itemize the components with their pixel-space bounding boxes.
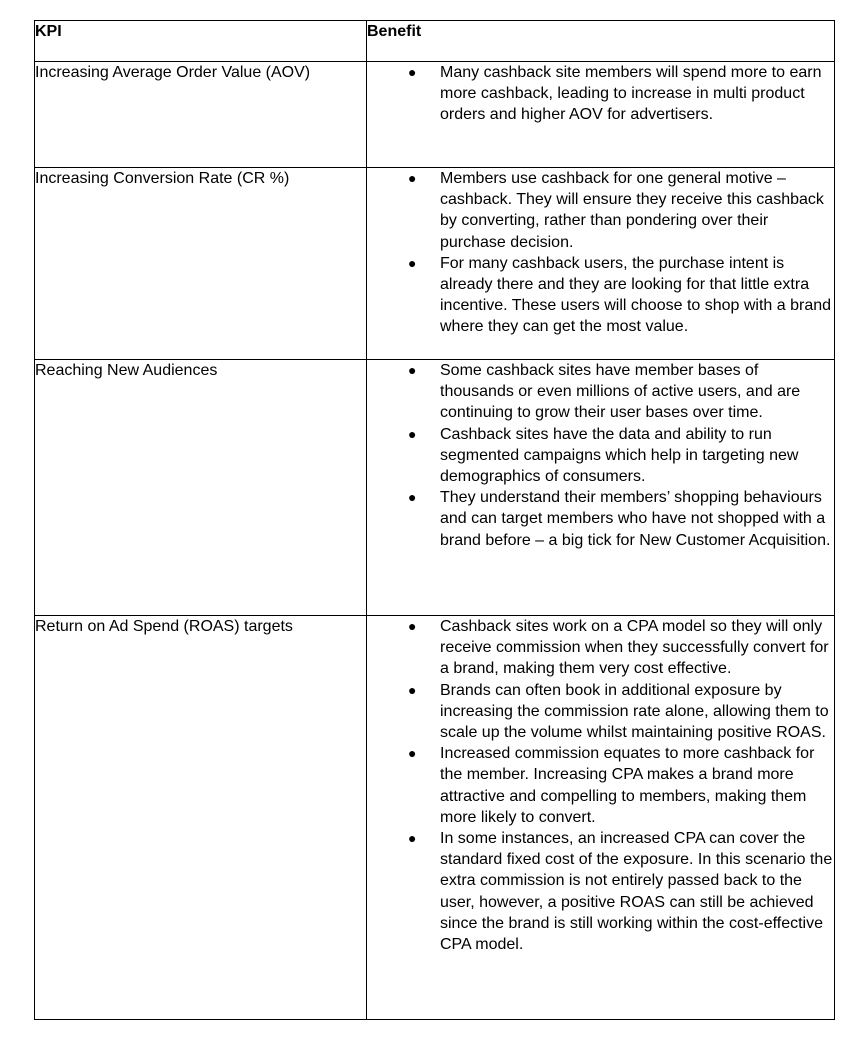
table-header-row (35, 21, 835, 62)
list-item (367, 828, 834, 955)
kpi-cell: Reaching New Audiences (35, 360, 367, 616)
list-item (367, 168, 834, 253)
benefit-text: Many cashback site members will spend more to earn more cashback, leading to increase in multi product orders and higher AOV for advertisers. (440, 64, 822, 124)
benefit-cell (367, 616, 835, 1020)
bullet-icon: ● (408, 64, 417, 80)
benefit-text: Members use cashback for one general motive – cashback. They will ensure they receive this cashback by converting, rather than pondering over their purchase decision. (440, 170, 824, 251)
benefit-text: They understand their members’ shopping behaviours and can target members who have not shopped with a brand before – a big tick for New Customer Acquisition. (440, 489, 831, 549)
bullet-icon: ● (408, 830, 417, 847)
list-item (367, 253, 834, 338)
benefit-text: In some instances, an increased CPA can cover the standard fixed cost of the exposure. In this scenario the extra commission is not entirely passed back to the user, however, a positive ROAS can still be achieved since the brand is still working within the cost-effective CPA model. (440, 830, 833, 954)
list-item (367, 616, 834, 680)
header-kpi: KPI (35, 21, 367, 62)
header-benefit: Benefit (367, 21, 835, 62)
kpi-cell: Increasing Average Order Value (AOV) (35, 62, 367, 168)
kpi-benefit-table (34, 20, 835, 1020)
benefit-text: Increased commission equates to more cashback for the member. Increasing CPA makes a brand more attractive and compelling to members, making them more likely to convert. (440, 745, 815, 826)
list-item (367, 360, 834, 424)
benefit-list (367, 168, 834, 338)
benefit-list (367, 616, 834, 955)
benefit-text: Cashback sites work on a CPA model so they will only receive commission when they successfully convert for a brand, making them very cost effective. (440, 618, 829, 678)
benefit-cell (367, 168, 835, 360)
list-item (367, 487, 834, 551)
bullet-icon: ● (408, 745, 417, 762)
kpi-cell: Return on Ad Spend (ROAS) targets (35, 616, 367, 1020)
list-item (367, 680, 834, 744)
table-row (35, 616, 835, 1020)
benefit-text: For many cashback users, the purchase intent is already there and they are looking for that little extra incentive. These users will choose to shop with a brand where they can get the most value. (440, 254, 832, 336)
list-item (367, 424, 834, 488)
bullet-icon: ● (408, 489, 417, 506)
benefit-list (367, 360, 834, 551)
kpi-cell: Increasing Conversion Rate (CR %) (35, 168, 367, 360)
bullet-icon: ● (408, 681, 417, 698)
table-row (35, 62, 835, 168)
bullet-icon: ● (408, 170, 417, 186)
benefit-text: Some cashback sites have member bases of thousands or even millions of active users, and are continuing to grow their user bases over time. (440, 362, 801, 422)
list-item (367, 743, 834, 828)
table-row (35, 168, 835, 360)
bullet-icon: ● (408, 618, 417, 634)
table-row (35, 360, 835, 616)
bullet-icon: ● (408, 254, 417, 271)
benefit-text: Cashback sites have the data and ability to run segmented campaigns which help in targeting new demographics of consumers. (440, 425, 799, 486)
benefit-cell (367, 360, 835, 616)
benefit-text: Brands can often book in additional exposure by increasing the commission rate alone, allowing them to scale up the volume whilst maintaining positive ROAS. (440, 681, 829, 742)
benefit-list (367, 62, 834, 126)
list-item (367, 62, 834, 126)
bullet-icon: ● (408, 362, 417, 378)
benefit-cell (367, 62, 835, 168)
bullet-icon: ● (408, 425, 417, 442)
